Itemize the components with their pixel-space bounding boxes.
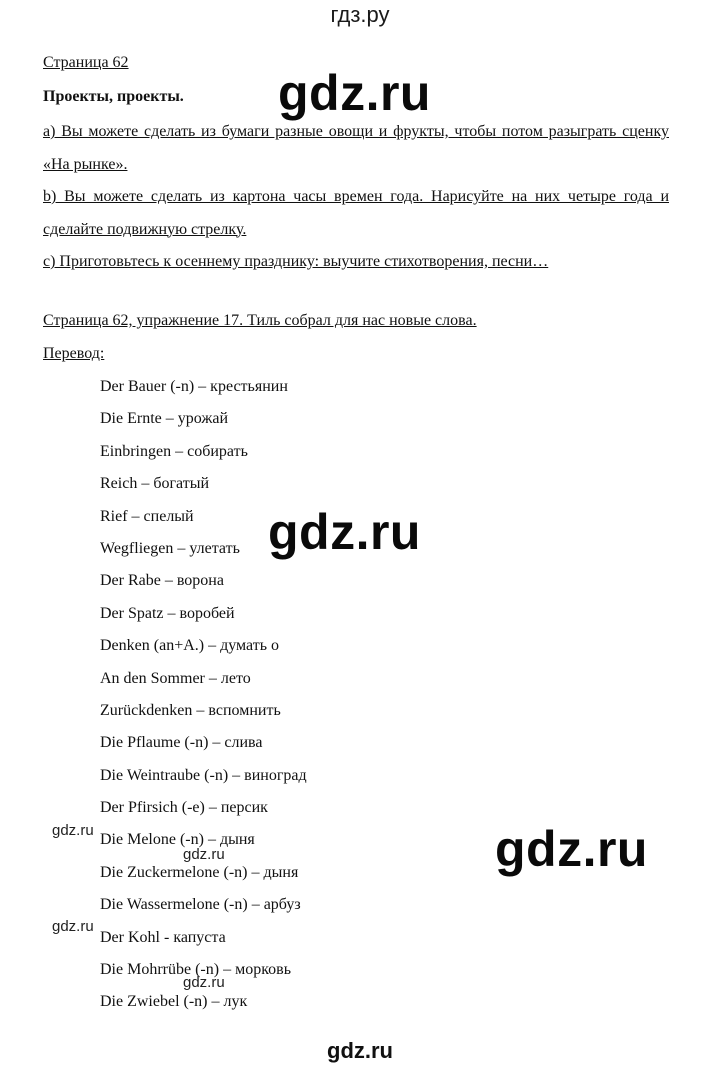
watermark-large: gdz.ru	[268, 504, 421, 560]
vocab-item: Die Zuckermelone (-n) – дыня	[100, 863, 299, 881]
watermark-footer: gdz.ru	[327, 1038, 393, 1063]
vocab-item: Rief – спелый	[100, 507, 194, 525]
vocab-item: Der Pfirsich (-e) – персик	[100, 799, 268, 817]
exercise-title: Страница 62, упражнение 17. Тиль собрал для нас новые слова.	[43, 312, 477, 329]
vocab-item: Die Weintraube (-n) – виноград	[100, 766, 307, 784]
vocab-item: Der Spatz – воробей	[100, 604, 235, 622]
vocabulary-list	[100, 376, 307, 1024]
watermark-small: gdz.ru	[183, 846, 225, 863]
project-item-a: a) Вы можете сделать из бумаги разные овощи и фрукты, чтобы потом разыграть сценку «На рынке».	[43, 123, 669, 173]
vocab-item: Wegfliegen – улетать	[100, 539, 240, 557]
vocab-item: Der Bauer (-n) – крестьянин	[100, 378, 288, 395]
project-item-c: c) Приготовьтесь к осеннему празднику: выучите стихотворения, песни…	[43, 253, 549, 270]
vocab-item: Denken (an+A.) – думать о	[100, 637, 280, 655]
vocab-item: Die Mohrrübe (-n) – морковь	[100, 961, 292, 979]
section-heading: Проекты, проекты.	[43, 88, 184, 105]
projects-list	[43, 116, 669, 279]
watermark-small: gdz.ru	[183, 974, 225, 991]
vocab-item: An den Sommer – лето	[100, 669, 251, 687]
vocab-item: Die Melone (-n) – дыня	[100, 831, 255, 849]
vocab-item: Einbringen – собирать	[100, 442, 248, 460]
site-header[interactable]: гдз.ру	[330, 2, 390, 27]
page-title: Страница 62	[43, 54, 129, 71]
watermark-large: gdz.ru	[495, 821, 648, 877]
vocab-item: Die Wassermelone (-n) – арбуз	[100, 896, 301, 914]
vocab-item: Die Zwiebel (-n) – лук	[100, 993, 248, 1011]
watermark-small: gdz.ru	[52, 918, 94, 935]
vocab-item: Die Ernte – урожай	[100, 410, 229, 428]
vocab-item: Der Rabe – ворона	[100, 572, 224, 590]
watermark-large: gdz.ru	[278, 65, 431, 121]
vocab-item: Die Pflaume (-n) – слива	[100, 734, 263, 752]
vocab-item: Reich – богатый	[100, 475, 210, 493]
watermark-small: gdz.ru	[52, 822, 94, 839]
vocab-item: Zurückdenken – вспомнить	[100, 701, 281, 719]
translation-label: Перевод:	[43, 345, 105, 362]
project-item-b: b) Вы можете сделать из картона часы времен года. Нарисуйте на них четыре года и сделайте подвижную стрелку.	[43, 188, 669, 238]
vocab-item: Der Kohl - капуста	[100, 928, 226, 946]
